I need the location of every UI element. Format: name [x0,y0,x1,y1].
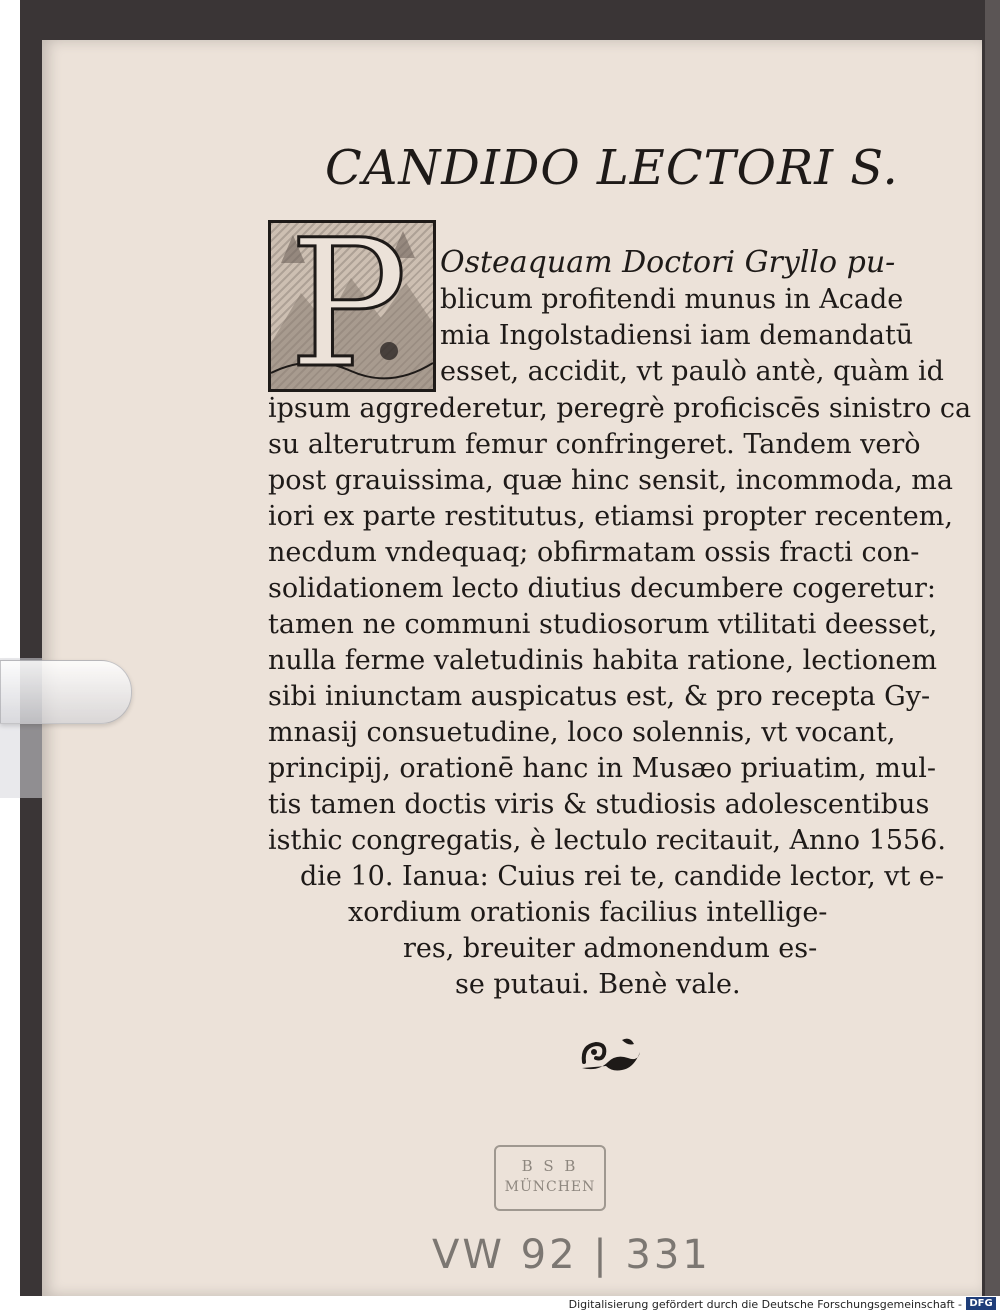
text-line: principij, orationē hanc in Musæo priuatim, mul- [268,753,936,784]
bookmark-tab [0,660,132,724]
stamp-bottom-text: MÜNCHEN [504,1179,596,1195]
text-line: mia Ingolstadiensi iam demandatū [440,320,914,351]
text-line: se putaui. Benè vale. [455,969,741,1000]
dfg-logo-icon: DFG [966,1297,996,1310]
shelfmark: VW 92 | 331 [432,1232,711,1278]
text-line: sibi iniunctam auspicatus est, & pro recepta Gy- [268,681,931,712]
text-line: res, breuiter admonendum es- [403,933,818,964]
footer-credit: Digitalisierung gefördert durch die Deutsche Forschungsgemeinschaft - [568,1298,962,1311]
text-line: necdum vndequaq; obfirmatam ossis fracti con- [268,537,920,568]
stamp-top-text: B S B [521,1157,579,1175]
book-cover-edge [985,0,1000,1296]
ornament-fleuron-icon [578,1032,644,1078]
text-line: nulla ferme valetudinis habita ratione, lectionem [268,645,938,676]
text-line: su alterutrum femur confringeret. Tandem verò [268,429,921,460]
library-stamp [494,1145,606,1211]
text-line: esset, accidit, vt paulò antè, quàm id [440,356,944,387]
text-line: iori ex parte restitutus, etiamsi propter recentem, [268,501,953,532]
initial-letter: P [289,220,408,392]
text-line: mnasij consuetudine, loco solennis, vt vocant, [268,717,896,748]
text-line: solidationem lecto diutius decumbere cogeretur: [268,573,936,604]
text-line: tamen ne communi studiosorum vtilitati deesset, [268,609,938,640]
text-line: ipsum aggrederetur, peregrè proficiscēs sinistro ca [268,393,972,424]
text-line: xordium orationis facilius intellige- [348,897,828,928]
page-heading: CANDIDO LECTORI S. [325,140,899,196]
text-line-first: Osteaquam Doctori Gryllo pu- [440,245,896,280]
text-line: isthic congregatis, è lectulo recitauit, Anno 1556. [268,825,946,856]
decorated-initial [268,220,436,392]
text-line: blicum profitendi munus in Acade [440,284,904,315]
text-line: die 10. Ianua: Cuius rei te, candide lector, vt e- [300,861,945,892]
text-line: post grauissima, quæ hinc sensit, incommoda, ma [268,465,953,496]
text-line: tis tamen doctis viris & studiosis adolescentibus [268,789,930,820]
